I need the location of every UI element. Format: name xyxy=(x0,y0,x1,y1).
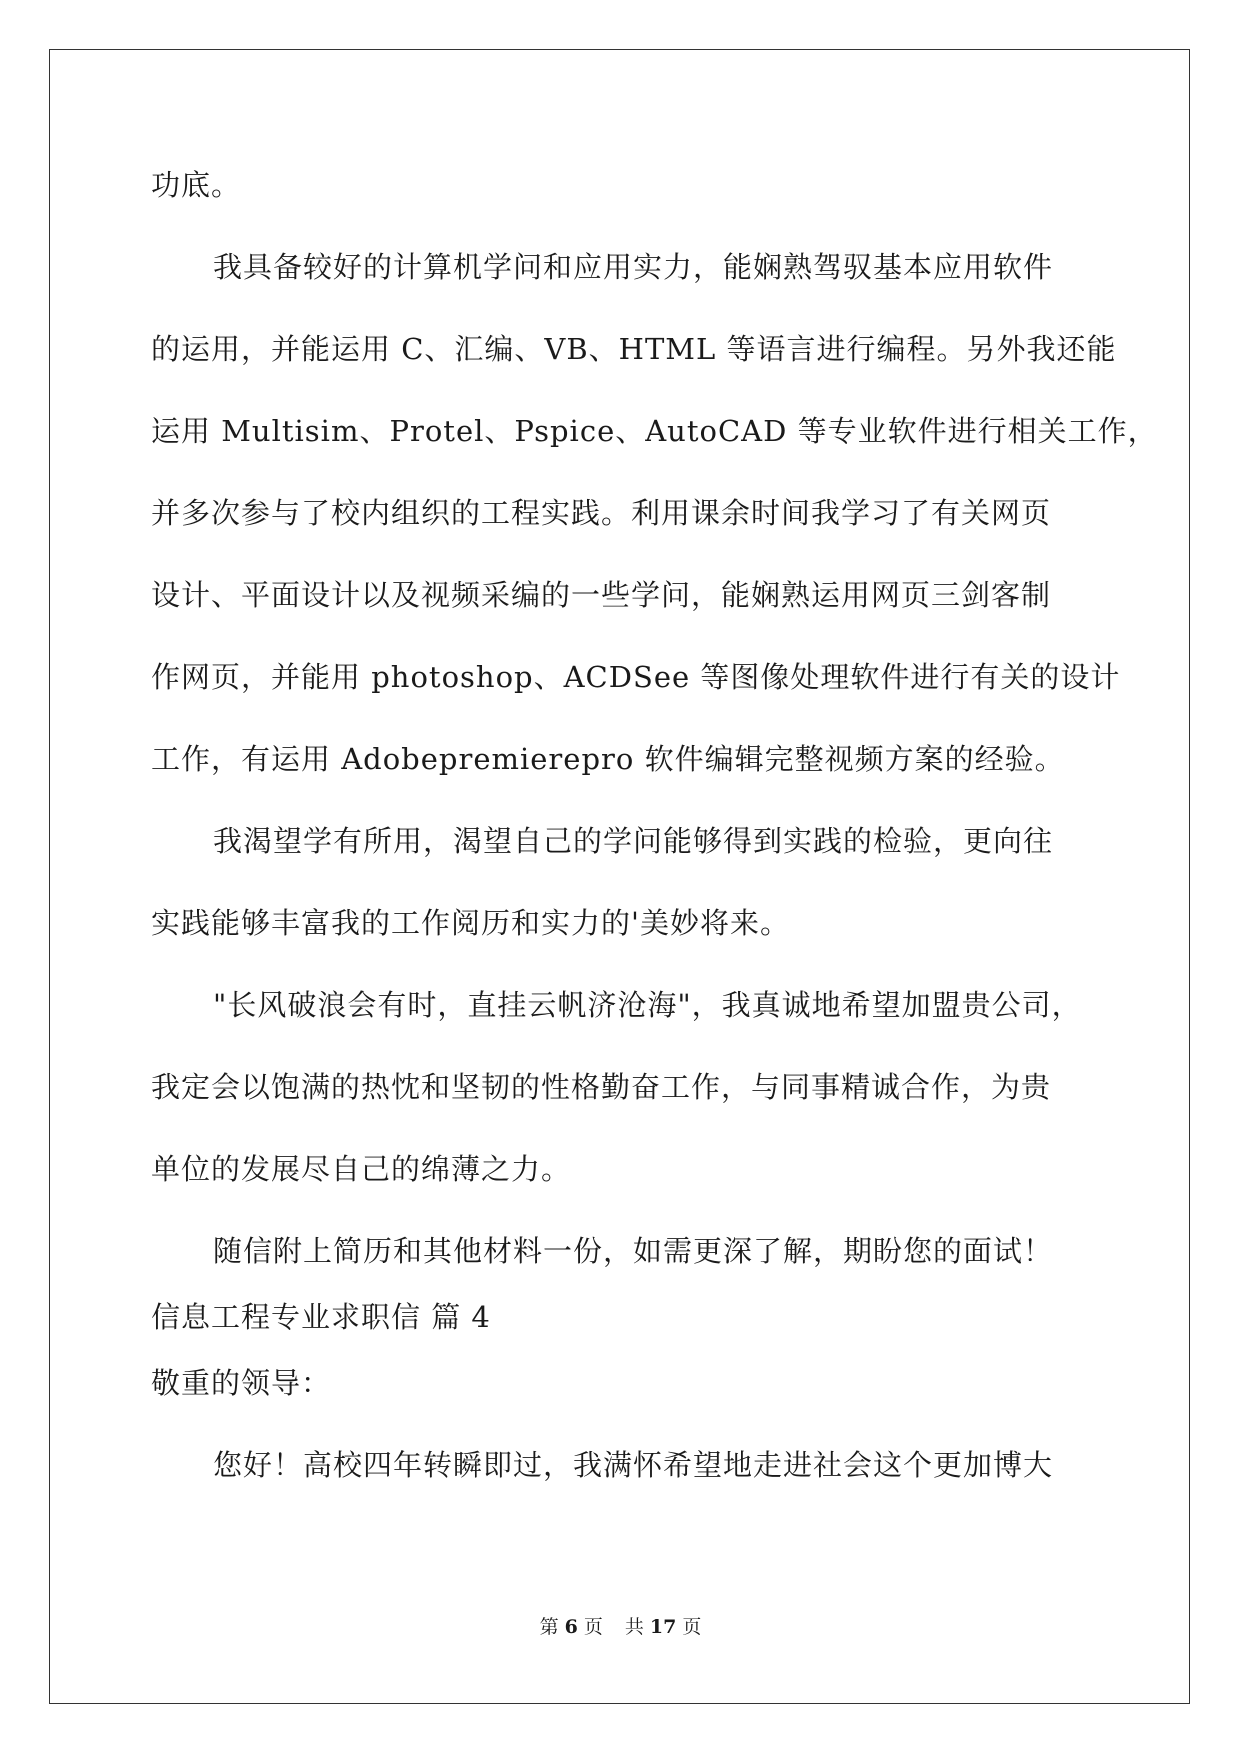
current-page: 6 xyxy=(564,1616,578,1638)
page-total xyxy=(621,1616,705,1638)
page-suffix: 页 xyxy=(583,1616,603,1638)
text-line: 实践能够丰富我的工作阅历和实力的'美妙将来。 xyxy=(151,906,790,940)
text-line: 并多次参与了校内组织的工程实践。利用课余时间我学习了有关网页 xyxy=(151,496,1052,530)
text-line: 运用 Multisim、Protel、Pspice、AutoCAD 等专业软件进行相关工作， xyxy=(151,414,1158,448)
total-suffix: 页 xyxy=(682,1616,702,1638)
total-prefix: 共 xyxy=(624,1616,644,1638)
page-number xyxy=(536,1616,607,1638)
total-pages: 17 xyxy=(649,1616,677,1638)
page-prefix: 第 xyxy=(539,1616,559,1638)
paragraph-start: 我渴望学有所用，渴望自己的学问能够得到实践的检验，更向往 xyxy=(213,824,1054,858)
paragraph-start: "长风破浪会有时，直挂云帆济沧海"，我真诚地希望加盟贵公司， xyxy=(213,988,1082,1022)
text-line: 功底。 xyxy=(151,168,242,202)
paragraph-start: 您好！高校四年转瞬即过，我满怀希望地走进社会这个更加博大 xyxy=(213,1448,1054,1482)
text-line: 工作，有运用 Adobepremierepro 软件编辑完整视频方案的经验。 xyxy=(151,742,1065,776)
text-line: 设计、平面设计以及视频采编的一些学问，能娴熟运用网页三剑客制 xyxy=(151,578,1052,612)
section-heading: 信息工程专业求职信 篇 4 xyxy=(151,1300,491,1334)
document-body xyxy=(151,160,1158,1522)
text-line: 单位的发展尽自己的绵薄之力。 xyxy=(151,1152,572,1186)
paragraph-start: 随信附上简历和其他材料一份，如需更深了解，期盼您的面试！ xyxy=(213,1234,1054,1268)
text-line: 作网页，并能用 photoshop、ACDSee 等图像处理软件进行有关的设计 xyxy=(151,660,1121,694)
text-line: 的运用，并能运用 C、汇编、VB、HTML 等语言进行编程。另外我还能 xyxy=(151,332,1117,366)
text-line: 我定会以饱满的热忱和坚韧的性格勤奋工作，与同事精诚合作，为贵 xyxy=(151,1070,1052,1104)
page-footer xyxy=(0,1612,1241,1639)
paragraph-start: 我具备较好的计算机学问和应用实力，能娴熟驾驭基本应用软件 xyxy=(213,250,1054,284)
salutation: 敬重的领导： xyxy=(151,1366,332,1400)
